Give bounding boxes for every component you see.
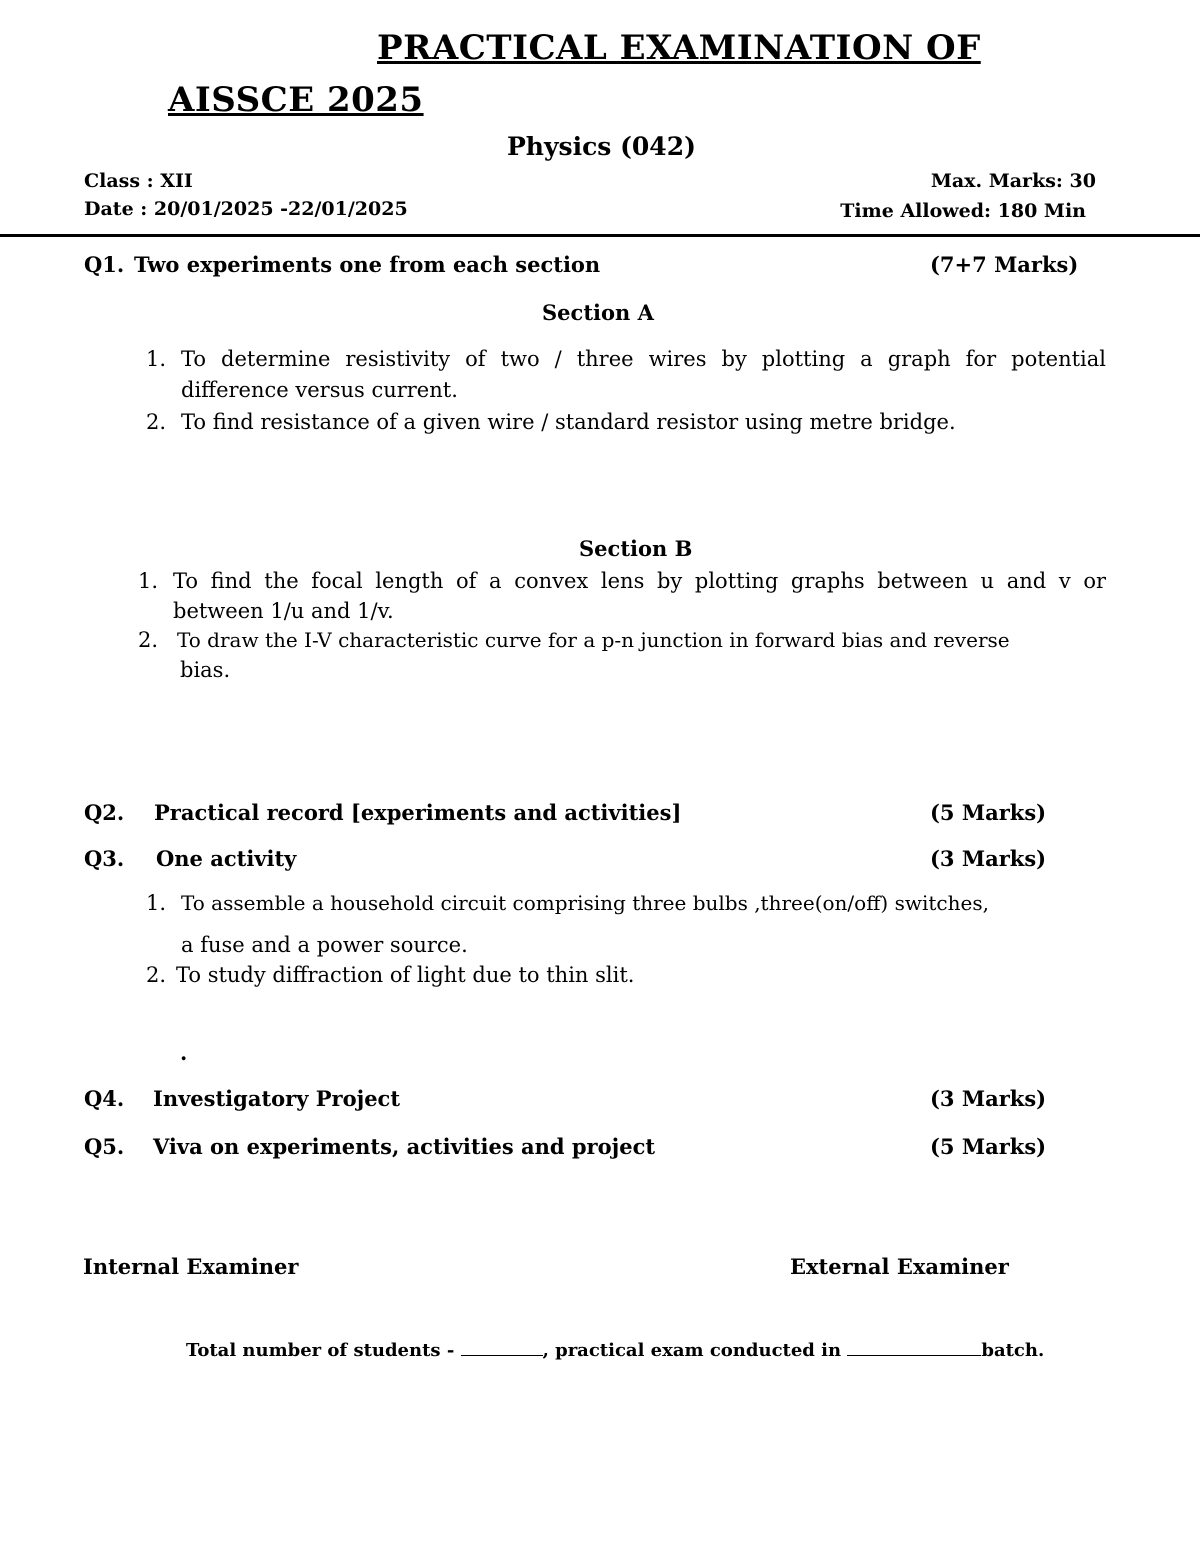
title-line-1: PRACTICAL EXAMINATION OF xyxy=(377,28,981,68)
q2-number: Q2. xyxy=(84,800,125,825)
section-a-item-1-number: 1. xyxy=(146,347,167,371)
q1-number: Q1. xyxy=(84,252,125,277)
stray-dot: . xyxy=(180,1040,188,1065)
class-label: Class : XII xyxy=(84,170,193,192)
date-label: Date : 20/01/2025 -22/01/2025 xyxy=(84,198,408,220)
section-b-item-2-line-2: bias. xyxy=(180,658,231,682)
q3-item-1-line-2: a fuse and a power source. xyxy=(181,933,468,957)
internal-examiner-label: Internal Examiner xyxy=(83,1254,299,1279)
header-divider xyxy=(0,234,1200,237)
q3-number: Q3. xyxy=(84,846,125,871)
section-a-item-2-line-1: To find resistance of a given wire / standard resistor using metre bridge. xyxy=(181,410,956,434)
section-b-heading: Section B xyxy=(579,536,693,561)
footer-batch-suffix: batch. xyxy=(981,1340,1045,1361)
q3-item-1-number: 1. xyxy=(146,891,167,915)
q2-text: Practical record [experiments and activities] xyxy=(154,800,682,825)
q3-text: One activity xyxy=(156,846,297,871)
q5-text: Viva on experiments, activities and project xyxy=(153,1134,656,1159)
section-b-item-2-number: 2. xyxy=(138,628,159,652)
section-b-item-1-line-1: To find the focal length of a convex lens by plotting graphs between u and v or xyxy=(173,569,1106,593)
section-a-item-2-number: 2. xyxy=(146,410,167,434)
footer-students-label: Total number of students - xyxy=(186,1340,455,1361)
q3-item-1-line-1: To assemble a household circuit comprising three bulbs ,three(on/off) switches, xyxy=(181,891,989,915)
q2-marks: (5 Marks) xyxy=(930,800,1047,825)
q3-item-2-number: 2. xyxy=(146,963,167,987)
q1-text: Two experiments one from each section xyxy=(134,252,601,277)
footer-line xyxy=(186,1340,1044,1361)
q4-number: Q4. xyxy=(84,1086,125,1111)
batch-count-blank[interactable] xyxy=(847,1341,981,1356)
q3-marks: (3 Marks) xyxy=(930,846,1047,871)
title-line-2: AISSCE 2025 xyxy=(168,80,424,120)
q3-item-2-line-1: To study diffraction of light due to thin slit. xyxy=(176,963,635,987)
footer-batch-label: , practical exam conducted in xyxy=(542,1340,842,1361)
q5-marks: (5 Marks) xyxy=(930,1134,1047,1159)
q5-number: Q5. xyxy=(84,1134,125,1159)
subject-title: Physics (042) xyxy=(507,132,696,161)
section-b-item-1-line-2: between 1/u and 1/v. xyxy=(173,599,394,623)
section-a-item-1-line-2: difference versus current. xyxy=(181,378,458,402)
time-allowed: Time Allowed: 180 Min xyxy=(840,200,1086,222)
section-b-item-1-number: 1. xyxy=(138,569,159,593)
q1-marks: (7+7 Marks) xyxy=(930,252,1079,277)
q4-marks: (3 Marks) xyxy=(930,1086,1047,1111)
q4-text: Investigatory Project xyxy=(153,1086,401,1111)
students-count-blank[interactable] xyxy=(461,1341,543,1356)
section-a-item-1-line-1: To determine resistivity of two / three wires by plotting a graph for potential xyxy=(181,347,1106,371)
max-marks: Max. Marks: 30 xyxy=(930,170,1096,192)
section-a-heading: Section A xyxy=(542,300,654,325)
external-examiner-label: External Examiner xyxy=(790,1254,1009,1279)
section-b-item-2-line-1: To draw the I-V characteristic curve for a p-n junction in forward bias and reverse xyxy=(177,628,1010,652)
